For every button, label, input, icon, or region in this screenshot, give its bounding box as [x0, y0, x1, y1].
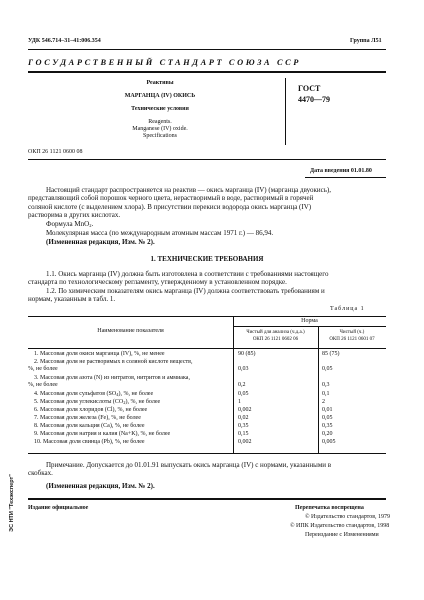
row-value-a: 0,002: [238, 439, 252, 445]
intro-date: Дата введения 01.01.80: [310, 168, 372, 174]
revision-note-2: (Измененная редакция, Изм. № 2).: [46, 482, 155, 490]
row-label: 7. Массовая доля железа (Fe), %, не более: [34, 415, 141, 421]
p1-line-1: Настоящий стандарт распространяется на реактив — окись марганца (IV) (марганца двуокись),: [46, 186, 331, 194]
col-header-a-line-1: Чистый для анализа (ч.д.а.): [246, 330, 305, 335]
banner: ГОСУДАРСТВЕННЫЙ СТАНДАРТ СОЮЗА ССР: [28, 58, 302, 67]
okp-code: ОКП 26 1121 0600 08: [28, 149, 83, 155]
copyright-1979: © Издательство стандартов, 1979: [305, 514, 391, 520]
row-label-sub: 4: [116, 392, 119, 397]
row-value-b: 0,05: [322, 415, 333, 421]
col-header-b-line-2: ОКП 26 1121 0601 07: [329, 337, 375, 342]
row-value-a: 0,02: [238, 415, 249, 421]
footer-rule: [28, 498, 386, 500]
row-label-continued: %, не более: [28, 382, 58, 388]
row-label: [34, 391, 234, 398]
formula: [46, 220, 93, 228]
row-label: 3. Массовая доля азота (N) из нитратов, нитритов и аммиака,: [34, 375, 190, 381]
table-body: [28, 351, 386, 455]
row-label: 2. Массовая доля не растворимых в соляной кислоте веществ,: [34, 359, 193, 365]
table-header-rule: [28, 348, 386, 349]
table-norm-rule: [233, 326, 386, 327]
table-body-divider-1: [233, 348, 234, 453]
row-label: 6. Массовая доля хлоридов (Cl), %, не более: [34, 407, 148, 413]
copyright-1998: © ИПК Издательство стандартов, 1998: [290, 523, 390, 529]
col-header-b-line-1: Чистый (ч.): [339, 330, 365, 335]
row-value-a: 0,2: [238, 382, 246, 388]
reissue-note: Переиздание с Изменениями: [305, 532, 379, 538]
revision-note: (Измененная редакция, Изм. № 2).: [46, 238, 155, 246]
row-value-b: 0,20: [322, 431, 333, 437]
udk-code: УДК 546.714–31–41:006.354: [28, 38, 101, 44]
formula-end: .: [91, 220, 94, 228]
row-value-b: 0,01: [322, 407, 333, 413]
gost-label: ГОСТ: [298, 84, 321, 93]
row-value-a: 0,35: [238, 423, 249, 429]
english-line-3: Specifications: [143, 133, 177, 139]
table-bottom-rule: [28, 453, 386, 454]
row-value-b: 0,3: [322, 382, 330, 388]
table-top-rule: [28, 316, 386, 317]
gost-number: 4470—79: [298, 95, 330, 104]
p1-line-4: растворима в других кислотах.: [28, 210, 121, 219]
side-stamp: ЭС НТИ "Техэксперт": [9, 474, 15, 532]
row-value-b: 0,05: [322, 366, 333, 372]
row-value-a: 0,05: [238, 391, 249, 397]
group-code: Группа Л51: [350, 38, 382, 44]
clause-1-2-line-2: нормам, указанным в табл. 1.: [28, 294, 116, 303]
row-label: 9. Массовая доля натрия и калия (Na+K), %, не более: [34, 431, 171, 437]
row-value-a: 0,15: [238, 431, 249, 437]
clause-1-1-line-2: стандарта по технологическому регламенту, утвержденному в установленном порядке.: [28, 278, 287, 287]
product-name: МАРГАНЦА (IV) ОКИСЬ: [124, 93, 196, 99]
table-body-divider-2: [318, 348, 319, 453]
formula-label: Формула MnO: [46, 220, 90, 228]
row-value-b: 0,35: [322, 423, 333, 429]
reprint-forbidden: Перепечатка воспрещена: [295, 505, 364, 511]
p1-line-2: представляющий собой порошок черного цвета, нерастворимый в воде, растворимый в горячей: [28, 194, 314, 203]
row-value-b: 0,1: [322, 391, 330, 397]
row-value-b: 85 (75): [322, 351, 340, 357]
molecular-mass: Молекулярная масса (по международным атомным массам 1971 г.) — 86,94.: [46, 229, 274, 237]
table-caption: Таблица 1: [330, 306, 365, 312]
intro-date-rule: [305, 177, 386, 178]
row-label-tail: ), %, не более: [125, 399, 161, 405]
row-value-a: 0,002: [238, 407, 252, 413]
row-label-text: 4. Массовая доля сульфатов (SO: [34, 391, 117, 397]
requirements-table: [28, 316, 386, 455]
col-header-a-line-2: ОКП 26 1121 0602 06: [252, 337, 299, 342]
english-line-1: Reagents.: [148, 119, 172, 125]
row-label-tail: ), %, не более: [118, 391, 154, 397]
english-line-2: Manganese (IV) oxide.: [132, 126, 188, 132]
row-label: 1. Массовая доля окиси марганца (IV), %, не менее: [34, 351, 165, 357]
title-divider: [285, 78, 286, 145]
banner-rule: [28, 71, 386, 73]
row-value-a: 1: [238, 399, 241, 405]
okp-rule: [28, 159, 386, 160]
col-header-name: Наименование показателя: [97, 328, 164, 334]
intro-paragraph: [28, 186, 386, 219]
note-line-2: скобках.: [28, 469, 53, 478]
section-heading: 1. ТЕХНИЧЕСКИЕ ТРЕБОВАНИЯ: [150, 255, 264, 263]
category: Реактивы: [146, 80, 174, 86]
p1-line-3: соляной кислоте (с выделением хлора). В присутствии перекиси водорода окись марганца (IV): [28, 202, 312, 211]
clause-1-1: [28, 270, 386, 303]
row-label-text: 5. Массовая доля углекислоты (CO: [34, 399, 124, 405]
row-value-b: 0,005: [322, 439, 336, 445]
header-rule: [28, 49, 386, 50]
note-line-1: Примечание. Допускается до 01.01.91 выпускать окись марганца (IV) с нормами, указанными в: [46, 461, 332, 469]
row-label: 10. Массовая доля свинца (Pb), %, не более: [34, 439, 145, 445]
row-value-b: 2: [322, 399, 325, 405]
clause-1-2-line-1: 1.2. По химическим показателям окись марганца (IV) должна соответствовать требованиям и: [46, 286, 325, 295]
table-note: [28, 461, 386, 478]
col-header-norm: Норма: [301, 318, 318, 324]
row-value-a: 0,03: [238, 366, 249, 372]
row-label: 8. Массовая доля кальция (Ca), %, не более: [34, 423, 145, 429]
row-label: [34, 399, 234, 406]
row-label-continued: %, не более: [28, 366, 58, 372]
clause-1-1-line-1: 1.1. Окись марганца (IV) должна быть изготовлена в соответствии с требованиями настоящего: [46, 270, 329, 278]
formula-subscript: 2: [89, 223, 92, 228]
title-subtitle: Технические условия: [131, 106, 189, 112]
official-edition: Издание официальное: [28, 505, 89, 511]
row-label-sub: 2: [123, 400, 126, 405]
row-value-a: 90 (85): [238, 351, 256, 357]
